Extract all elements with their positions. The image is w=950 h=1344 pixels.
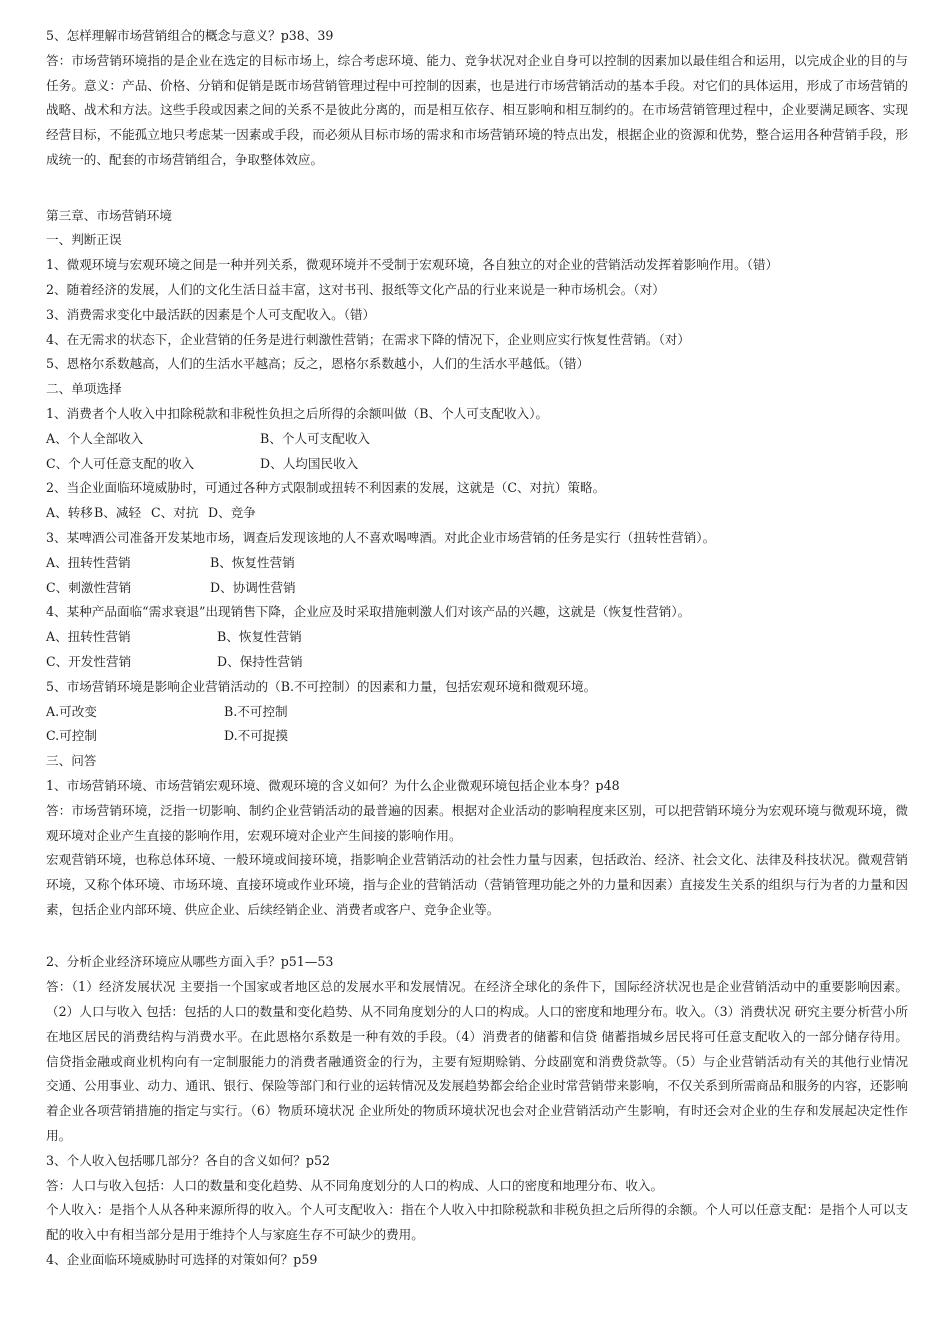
answer-paragraph: 个人收入：是指个人从各种来源所得的收入。个人可支配收入：指在个人收入中扣除税款和非税负担之后所得的余额。个人可以任意支配：是指个人可以支配的收入中有相当部分是用于维持个人与家庭生存不可缺少的费用。 (46, 1202, 908, 1243)
option-c: C、个人可任意支配的收入 (46, 455, 195, 471)
option-d: D、保持性营销 (217, 653, 303, 669)
true-false-item: 3、消费需求变化中最活跃的因素是个人可支配收入。（错） (46, 306, 376, 322)
true-false-item: 5、恩格尔系数越高，人们的生活水平越高；反之，恩格尔系数越小，人们的生活水平越低。（错） (46, 356, 590, 372)
option-c: C.可控制 (46, 728, 97, 744)
answer-paragraph: 宏观营销环境，也称总体环境、一般环境或间接环境，指影响企业营销活动的社会性力量与因素，包括政治、经济、社会文化、法律及科技状况。微观营销环境，又称个体环境、市场环境、直接环境或作业环境，指与企业的营销活动（营销管理功能之外的力量和因素）直接发生关系的组织与行为者的力量和因素，包括企业内部环境、供应企业、后续经销企业、消费者或客户、竞争企业等。 (46, 852, 908, 917)
option-row (46, 427, 950, 452)
option-row (46, 551, 950, 576)
choice-question: 3、某啤酒公司准备开发某地市场，调查后发现该地的人不喜欢喝啤酒。对此企业市场营销的任务是实行（扭转性营销）。 (46, 529, 716, 545)
option-c: C、开发性营销 (46, 653, 132, 669)
option-a: A、扭转性营销 (46, 554, 131, 570)
true-false-item: 4、在无需求的状态下，企业营销的任务是进行刺激性营销；在需求下降的情况下，企业则应实行恢复性营销。（对） (46, 331, 690, 347)
option-b: B.不可控制 (224, 703, 288, 719)
option-d: D、协调性营销 (210, 579, 296, 595)
answer-paragraph: 答：市场营销环境指的是企业在选定的目标市场上，综合考虑环境、能力、竞争状况对企业自身可以控制的因素加以最佳组合和运用，以完成企业的目的与任务。意义：产品、价格、分销和促销是既市场营销管理过程中可控制的因素，也是进行市场营销活动的基本手段。对它们的具体运用，形成了市场营销的战略、战术和方法。这些手段或因素之间的关系不是彼此分离的，而是相互依存、相互影响和相互制约的。在市场营销管理过程中，企业要满足顾客、实现经营目标，不能孤立地只考虑某一因素或手段，而必须从目标市场的需求和市场营销环境的特点出发，根据企业的资源和优势，整合运用各种营销手段，形成统一的、配套的市场营销组合，争取整体效应。 (46, 52, 908, 167)
section-heading: 三、问答 (46, 753, 97, 769)
option-d: D、竞争 (208, 505, 256, 521)
choice-question: 4、某种产品面临“需求衰退”出现销售下降，企业应及时采取措施刺激人们对该产品的兴趣，这就是（恢复性营销）。 (46, 604, 691, 620)
choice-question: 2、当企业面临环境威胁时，可通过各种方式限制或扭转不利因素的发展，这就是（C、对抗）策略。 (46, 480, 606, 496)
chapter-heading: 第三章、市场营销环境 (46, 207, 172, 223)
option-a: A、个人全部收入 (46, 430, 144, 446)
option-a: A、扭转性营销 (46, 629, 131, 645)
option-row (46, 501, 950, 526)
section-heading: 二、单项选择 (46, 381, 122, 397)
option-row (46, 625, 950, 650)
answer-paragraph: 答：（1）经济发展状况 主要指一个国家或者地区总的发展水平和发展情况。在经济全球化的条件下，国际经济状况也是企业营销活动中的重要影响因素。（2）人口与收入 包括：包括的人口的数量和变化趋势、从不同角度划分的人口的构成。人口的密度和地理分布。收入。（3）消费状况 研究主要分析营小所在地区居民的消费结构与消费水平。在此恩格尔系数是一种有效的手段。（4）消费者的储蓄和信贷 储蓄指城乡居民将可任意支配收入的一部分储存待用。信贷指金融或商业机构向有一定制服能力的消费者融通资金的行为，主要有短期赊销、分歧副宽和消费贷款等。（5）与企业营销活动有关的其他行业情况 交通、公用事业、动力、通讯、银行、保险等部门和行业的运转情况及发展趋势都会给企业时常营销带来影响，不仅关系到所需商品和服务的内容，还影响着企业各项营销措施的指定与实行。（6）物质环境状况 企业所处的物质环境状况也会对企业营销活动产生影响，有时还会对企业的生存和发展起决定性作用。 (46, 979, 908, 1144)
option-b: B、个人可支配收入 (260, 430, 371, 446)
option-a: A、转移 (46, 505, 93, 521)
option-row (46, 724, 950, 749)
option-c: C、刺激性营销 (46, 579, 132, 595)
question-title: 4、企业面临环境威胁时可选择的对策如何？p59 (46, 1252, 318, 1268)
blank-line (0, 923, 950, 948)
question-title: 5、怎样理解市场营销组合的概念与意义？p38、39 (46, 28, 334, 43)
question-title: 2、分析企业经济环境应从哪些方面入手？p51—53 (46, 954, 334, 970)
answer-paragraph: 答：市场营销环境，泛指一切影响、制约企业营销活动的最普遍的因素。根据对企业活动的影响程度来区别，可以把营销环境分为宏观环境与微观环境，微观环境对企业产生直接的影响作用，宏观环境对企业产生间接的影响作用。 (46, 802, 908, 843)
section-heading: 一、判断正误 (46, 232, 122, 248)
answer-paragraph: 答：人口与收入包括：人口的数量和变化趋势、从不同角度划分的人口的构成、人口的密度和地理分布、收入。 (46, 1177, 664, 1193)
option-a: A.可改变 (46, 703, 97, 719)
option-d: D、人均国民收入 (260, 455, 359, 471)
option-b: B、减轻 (94, 505, 142, 521)
option-row (46, 700, 950, 725)
option-d: D.不可捉摸 (224, 728, 289, 744)
document-page (0, 24, 950, 1273)
true-false-item: 1、微观环境与宏观环境之间是一种并列关系，微观环境并不受制于宏观环境，各自独立的对企业的营销活动发挥着影响作用。（错） (46, 257, 779, 273)
option-b: B、恢复性营销 (210, 554, 295, 570)
question-title: 3、个人收入包括哪几部分？各自的含义如何？p52 (46, 1152, 330, 1168)
choice-question: 5、市场营销环境是影响企业营销活动的（B.不可控制）的因素和力量，包括宏观环境和微观环境。 (46, 678, 597, 694)
question-title: 1、市场营销环境、市场营销宏观环境、微观环境的含义如何？为什么企业微观环境包括企业本身？p48 (46, 777, 620, 793)
true-false-item: 2、随着经济的发展，人们的文化生活日益丰富，这对书刊、报纸等文化产品的行业来说是一种市场机会。（对） (46, 281, 665, 297)
option-row (46, 576, 950, 601)
option-b: B、恢复性营销 (217, 629, 302, 645)
blank-line (0, 173, 950, 198)
option-row (46, 452, 950, 477)
choice-question: 1、消费者个人收入中扣除税款和非税性负担之后所得的余额叫做（B、个人可支配收入）。 (46, 405, 549, 421)
option-c: C、对抗 (151, 505, 199, 521)
option-row (46, 650, 950, 675)
